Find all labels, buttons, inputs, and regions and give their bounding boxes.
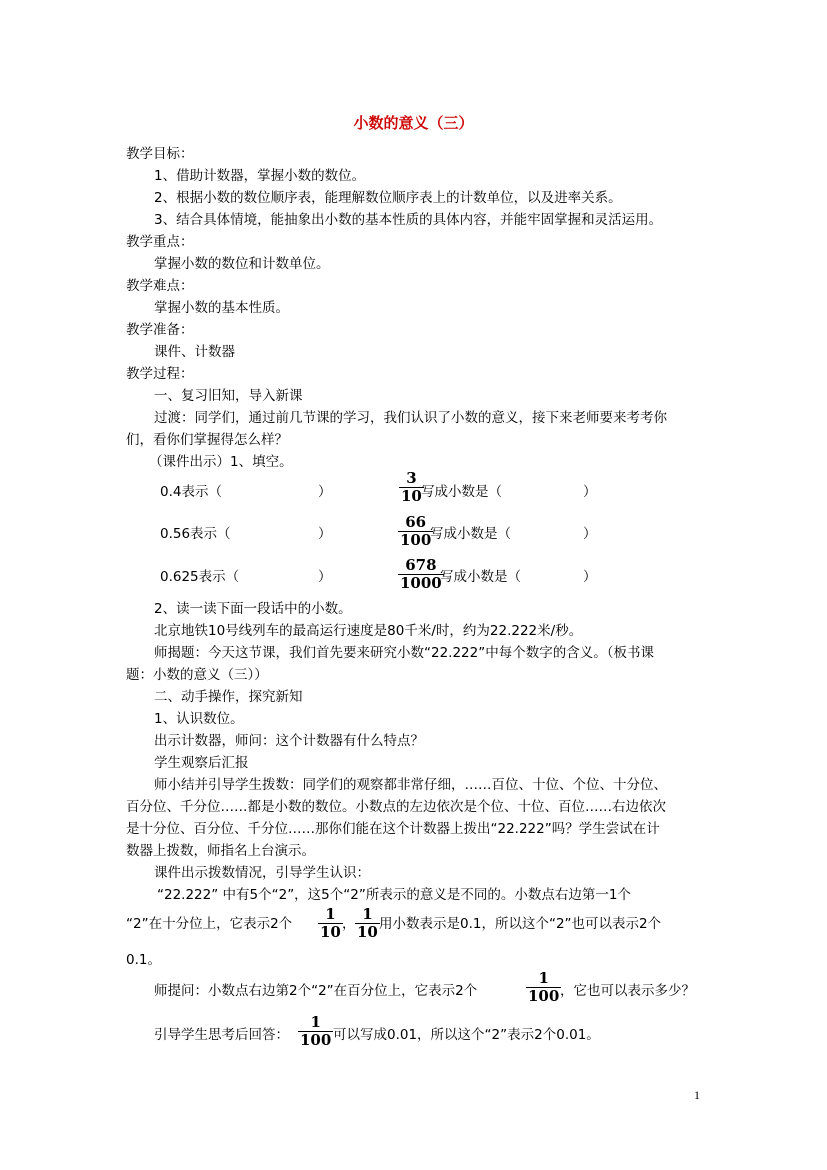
objective-2: 2、根据小数的数位顺序表，能理解数位顺序表上的计数单位，以及进率关系。 [154,190,622,206]
fill-close-3: ） [318,569,332,585]
fraction-denominator: 10 [320,923,341,941]
document-title: 小数的意义（三） [353,114,474,132]
summary-text-4: 数器上拨数，师指名上台演示。 [126,843,315,859]
fraction-66-100 [398,514,433,549]
summary-text-2: 百分位、千分位……都是小数的数位。小数点的左边依次是个位、十位、百位……右边依次 [126,799,666,815]
fraction-1-10 [318,906,343,941]
fill-right-close-2: ） [583,526,597,542]
courseware-text: 课件出示拨数情况，引导学生认识： [154,865,370,881]
reveal-topic-2: 题：小数的意义（三）） [126,667,268,683]
fraction-1-100 [526,970,561,1005]
fraction-numerator: 1 [362,905,373,923]
answer-text-b: 可以写成0.01，所以这个“2”表示2个0.01。 [333,1027,600,1043]
key-points-text: 掌握小数的数位和计数单位。 [154,256,330,272]
fraction-denominator: 100 [528,987,560,1005]
tenths-text-b: 用小数表示是0.1，所以这个“2”也可以表示2个 [379,916,662,932]
fraction-numerator: 1 [325,905,336,923]
counter-question: 出示计数器，师问：这个计数器有什么特点？ [154,733,424,749]
fraction-denominator: 100 [300,1031,332,1049]
fill-close-2: ） [318,526,332,542]
fill-left-1: 0.4表示（ [160,484,222,500]
fill-close-1: ） [318,484,332,500]
reveal-topic-1: 师揭题：今天这节课，我们首先要来研究小数“22.222”中每个数字的含义。（板书课 [154,645,654,661]
fraction-numerator: 3 [406,469,417,487]
fraction-numerator: 1 [538,969,549,987]
fraction-numerator: 66 [405,513,427,531]
fraction-denominator: 1000 [400,574,442,592]
page-number: 1 [694,1088,700,1102]
fraction-numerator: 678 [405,556,437,574]
fraction-denominator: 100 [400,531,432,549]
preparation-text: 课件、计数器 [154,344,235,360]
fraction-numerator: 1 [310,1013,321,1031]
section-1-heading: 一、复习旧知，导入新课 [154,388,303,404]
fraction-denominator: 10 [401,487,422,505]
fill-in-heading: （课件出示）1、填空。 [149,454,293,470]
transition-text-1: 过渡：同学们，通过前几节课的学习，我们认识了小数的意义，接下来老师要来考考你 [154,410,667,426]
summary-text-1: 师小结并引导学生拨数：同学们的观察都非常仔细，……百位、十位、个位、十分位、 [154,777,667,793]
difficulties-text: 掌握小数的基本性质。 [154,300,289,316]
fill-right-close-1: ） [583,484,597,500]
meaning-text: “22.222” 中有5个“2”，这5个“2”所表示的意义是不同的。小数点右边第一1个 [157,887,631,903]
answer-text-a: 引导学生思考后回答： [154,1027,289,1043]
fill-right-2: 写成小数是（ [430,526,511,542]
heading-key-points: 教学重点： [126,234,194,250]
tenths-text-tail: 0.1。 [126,952,161,968]
summary-text-3: 是十分位、百分位、千分位……那你们能在这个计数器上拨出“22.222”吗？学生尝试在计 [126,821,660,837]
fraction-678-1000 [398,557,444,592]
hundredths-question-b: ，它也可以表示多少？ [560,983,695,999]
fraction-1-100-answer [298,1014,333,1049]
heading-difficulties: 教学难点： [126,278,194,294]
fill-right-3: 写成小数是（ [440,569,521,585]
fill-left-3: 0.625表示（ [160,569,240,585]
subway-text: 北京地铁10号线列车的最高运行速度是80千米/时，约为22.222米/秒。 [154,623,583,639]
objective-3: 3、结合具体情境，能抽象出小数的基本性质的具体内容，并能牢固掌握和灵活运用。 [154,212,663,228]
fill-left-2: 0.56表示（ [160,526,231,542]
student-report: 学生观察后汇报 [154,755,249,771]
recognize-places: 1、认识数位。 [154,711,244,727]
tenths-text-a: “2”在十分位上，它表示2个 [126,916,293,932]
tenths-separator: ， [342,916,356,932]
objective-1: 1、借助计数器，掌握小数的数位。 [154,168,366,184]
fraction-denominator: 10 [357,923,378,941]
reading-task: 2、读一读下面一段话中的小数。 [154,601,352,617]
transition-text-2: 们，看你们掌握得怎么样？ [126,432,288,448]
section-2-heading: 二、动手操作，探究新知 [154,689,303,705]
fill-right-close-3: ） [583,569,597,585]
fill-right-1: 写成小数是（ [421,484,502,500]
fraction-1-10-second [355,906,380,941]
heading-objectives: 教学目标： [126,146,194,162]
heading-process: 教学过程： [126,366,194,382]
heading-preparation: 教学准备： [126,322,194,338]
hundredths-question-a: 师提问：小数点右边第2个“2”在百分位上，它表示2个 [154,983,478,999]
